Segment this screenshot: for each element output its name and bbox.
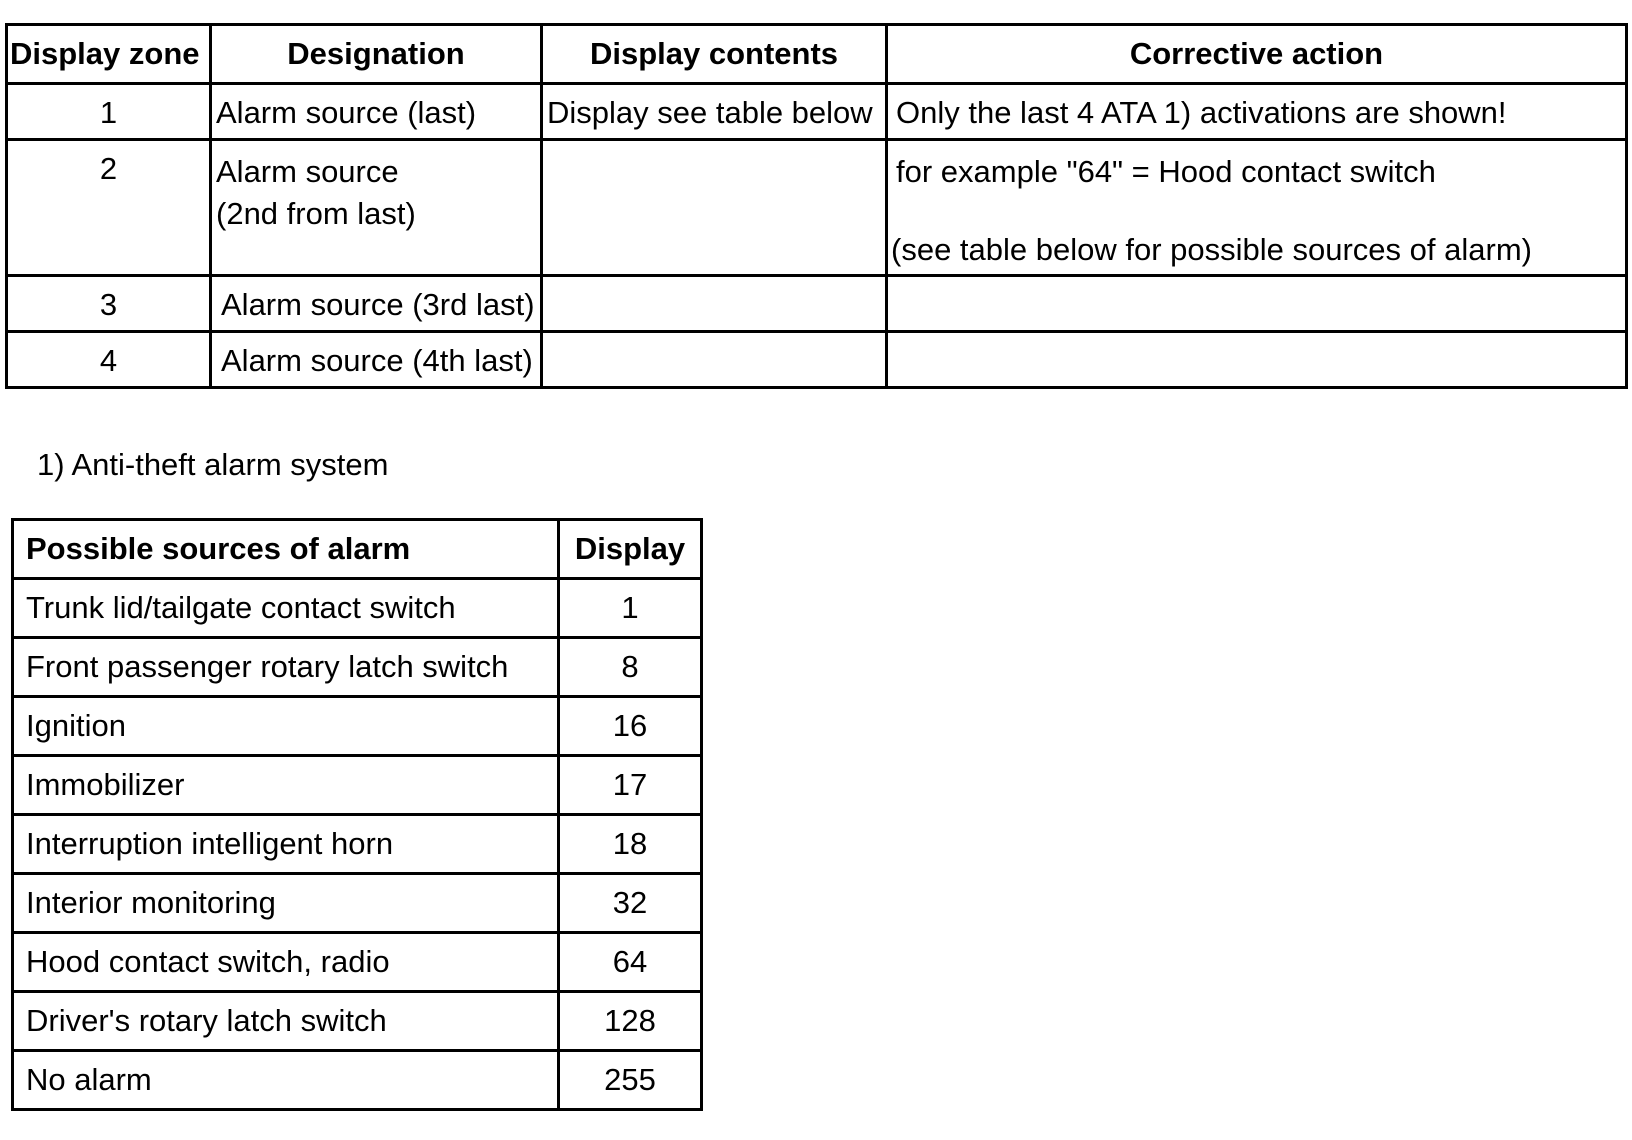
alarm-sources-table [11, 518, 703, 1111]
display-value-cell: 32 [559, 874, 702, 933]
table-header-row [13, 520, 702, 579]
designation-cell [211, 140, 542, 276]
display-value-cell: 16 [559, 697, 702, 756]
header-display-zone: Display zone [7, 25, 211, 84]
alarm-source-cell: Interior monitoring [13, 874, 559, 933]
header-corrective-action: Corrective action [887, 25, 1627, 84]
designation-cell: Alarm source (last) [211, 84, 542, 140]
zone-number: 3 [7, 276, 211, 332]
alarm-source-cell: Immobilizer [13, 756, 559, 815]
alarm-source-cell: No alarm [13, 1051, 559, 1110]
table-row [13, 992, 702, 1051]
display-value-cell: 8 [559, 638, 702, 697]
zone-number: 1 [7, 84, 211, 140]
designation-cell: Alarm source (4th last) [211, 332, 542, 388]
table-row [7, 84, 1627, 140]
display-contents-cell [542, 332, 887, 388]
table-row [13, 638, 702, 697]
table-row [13, 697, 702, 756]
corrective-action-cell [887, 140, 1627, 276]
alarm-source-cell: Trunk lid/tailgate contact switch [13, 579, 559, 638]
table-row [13, 579, 702, 638]
header-possible-sources: Possible sources of alarm [13, 520, 559, 579]
display-value-cell: 1 [559, 579, 702, 638]
display-value-cell: 17 [559, 756, 702, 815]
zone-number: 4 [7, 332, 211, 388]
designation-line: Alarm source [216, 154, 399, 189]
zone-number: 2 [7, 140, 211, 276]
table-row [13, 933, 702, 992]
action-line: for example "64" = Hood contact switch [896, 154, 1436, 189]
designation-line: (2nd from last) [216, 196, 416, 231]
table-row [7, 140, 1627, 276]
table-row [13, 1051, 702, 1110]
display-value-cell: 18 [559, 815, 702, 874]
table-header-row [7, 25, 1627, 84]
designation-cell: Alarm source (3rd last) [211, 276, 542, 332]
action-line: (see table below for possible sources of alarm) [891, 232, 1532, 267]
alarm-source-cell: Driver's rotary latch switch [13, 992, 559, 1051]
display-value-cell: 255 [559, 1051, 702, 1110]
header-display: Display [559, 520, 702, 579]
alarm-source-cell: Interruption intelligent horn [13, 815, 559, 874]
header-designation: Designation [211, 25, 542, 84]
table-row [13, 756, 702, 815]
display-contents-cell: Display see table below [542, 84, 887, 140]
table-row [7, 332, 1627, 388]
display-contents-cell [542, 276, 887, 332]
display-value-cell: 128 [559, 992, 702, 1051]
table-row [13, 874, 702, 933]
display-contents-cell [542, 140, 887, 276]
alarm-source-cell: Hood contact switch, radio [13, 933, 559, 992]
alarm-source-cell: Ignition [13, 697, 559, 756]
footnote: 1) Anti-theft alarm system [37, 447, 389, 482]
display-value-cell: 64 [559, 933, 702, 992]
table-row [13, 815, 702, 874]
alarm-source-cell: Front passenger rotary latch switch [13, 638, 559, 697]
corrective-action-cell [887, 332, 1627, 388]
header-display-contents: Display contents [542, 25, 887, 84]
corrective-action-cell [887, 276, 1627, 332]
corrective-action-cell: Only the last 4 ATA 1) activations are shown! [887, 84, 1627, 140]
display-zone-table [5, 23, 1628, 389]
table-row [7, 276, 1627, 332]
